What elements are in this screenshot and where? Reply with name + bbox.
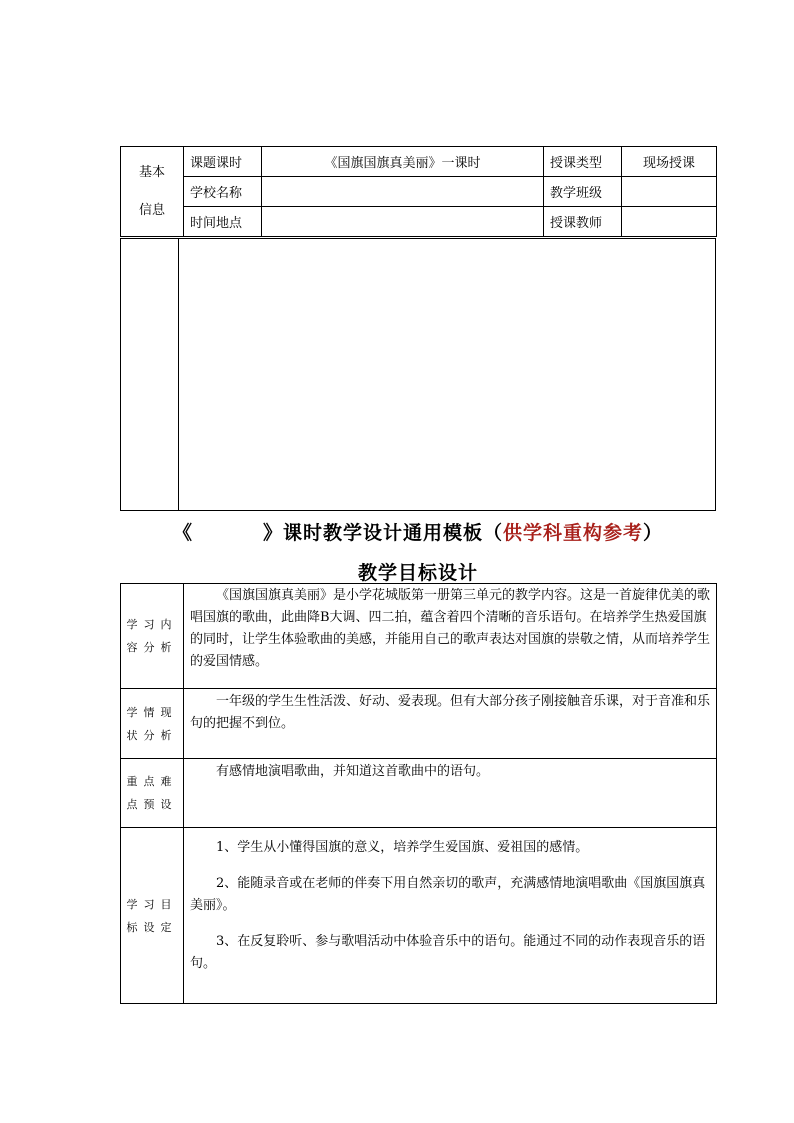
title-paren-open: （ xyxy=(482,522,503,544)
goal-row-objectives xyxy=(121,828,717,1004)
blank-content-box xyxy=(120,238,716,511)
teacher-value xyxy=(622,207,717,237)
goal-row-student-analysis xyxy=(121,689,717,759)
time-place-label: 时间地点 xyxy=(184,207,262,237)
class-value xyxy=(622,177,717,207)
goal-design-table xyxy=(120,583,717,1004)
blank-box-divider xyxy=(178,239,179,510)
objective-item: 3、在反复聆听、参与歌唱活动中体验音乐中的语句。能通过不同的动作表现音乐的语句。 xyxy=(190,934,706,971)
title-paren-close: ） xyxy=(643,522,664,544)
content-analysis-label: 学习内容分析 xyxy=(121,584,184,689)
content-analysis-text: 《国旗国旗真美丽》是小学花城版第一册第三单元的教学内容。这是一首旋律优美的歌唱国旗的歌曲，此曲降B大调、四二拍，蕴含着四个清晰的音乐语句。在培养学生热爱国旗的同时，让学生体验歌曲的美感，并能用自己的歌声表达对国旗的崇敬之情，从而培养学生的爱国情感。 xyxy=(184,584,717,689)
topic-label: 课题课时 xyxy=(184,147,262,177)
title-highlight: 供学科重构参考 xyxy=(503,522,644,544)
objectives-text xyxy=(184,828,717,1004)
basic-info-table xyxy=(120,146,717,237)
class-label: 教学班级 xyxy=(544,177,622,207)
objectives-label: 学习目标设定 xyxy=(121,828,184,1004)
school-value xyxy=(262,177,544,207)
info-row-school xyxy=(121,177,717,207)
student-analysis-label: 学情现状分析 xyxy=(121,689,184,759)
info-row-topic xyxy=(121,147,717,177)
goal-row-content-analysis xyxy=(121,584,717,689)
goal-row-key-points xyxy=(121,759,717,828)
title-main: 》课时教学设计通用模板 xyxy=(262,522,483,544)
lesson-type-label: 授课类型 xyxy=(544,147,622,177)
info-row-time xyxy=(121,207,717,237)
objective-item: 1、学生从小懂得国旗的意义，培养学生爱国旗、爱祖国的感情。 xyxy=(216,840,589,855)
basic-info-label-line1: 基本 xyxy=(138,164,165,180)
objective-item: 2、能随录音或在老师的伴奏下用自然亲切的歌声，充满感情地演唱歌曲《国旗国旗真美丽》。 xyxy=(190,876,706,913)
key-points-text: 有感情地演唱歌曲，并知道这首歌曲中的语句。 xyxy=(184,759,717,828)
school-label: 学校名称 xyxy=(184,177,262,207)
title-open-bracket: 《 xyxy=(172,522,193,544)
student-analysis-text: 一年级的学生生性活泼、好动、爱表现。但有大部分孩子刚接触音乐课，对于音准和乐句的把握不到位。 xyxy=(184,689,717,759)
lesson-type-value: 现场授课 xyxy=(622,147,717,177)
basic-info-label-line2: 信息 xyxy=(138,202,165,218)
time-place-value xyxy=(262,207,544,237)
teacher-label: 授课教师 xyxy=(544,207,622,237)
page-title xyxy=(120,518,716,545)
topic-value: 《国旗国旗真美丽》一课时 xyxy=(262,147,544,177)
key-points-label: 重点难点预设 xyxy=(121,759,184,828)
basic-info-label xyxy=(121,147,184,237)
section-subtitle: 教学目标设计 xyxy=(357,562,478,584)
